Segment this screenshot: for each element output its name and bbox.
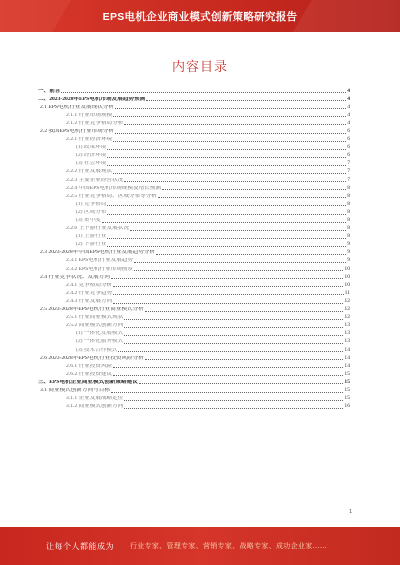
toc-entry[interactable] [38, 183, 350, 191]
toc-entry[interactable] [38, 337, 350, 345]
toc-entry[interactable] [38, 361, 350, 369]
toc-entry-label: 2.2.1 行业经济环境 [66, 137, 113, 143]
toc-entry-page: 10 [344, 265, 350, 272]
toc-entry-label: (1) 一体化发展模式 [76, 331, 124, 337]
toc-dot-leader [113, 294, 343, 295]
toc-entry-page: 8 [347, 217, 350, 223]
toc-entry-label: 3.1.1 企业发展战略定位 [66, 396, 124, 402]
toc-entry[interactable] [38, 207, 350, 215]
toc-dot-leader [124, 319, 343, 320]
toc-entry-page: 7 [347, 176, 350, 183]
toc-entry[interactable] [38, 248, 350, 256]
toc-entry-label: (1) 政策环境 [76, 145, 107, 151]
toc-entry[interactable] [38, 167, 350, 175]
toc-entry-label: 2.5.2 商业模式创新方向 [66, 323, 124, 329]
toc-entry-page: 13 [344, 322, 350, 329]
toc-entry[interactable] [38, 280, 350, 288]
toc-entry-label: 2.3.2 EPS电机行业市场前景 [66, 266, 133, 272]
toc-entry-label: 2.6.1 行业投资风险 [66, 363, 113, 369]
toc-dot-leader [156, 254, 346, 255]
toc-entry-label: 2.4.2 行业竞争趋势 [66, 290, 113, 296]
toc-entry-page: 15 [344, 370, 350, 377]
toc-entry-label: 2.1.1 行业市场规模 [66, 112, 113, 118]
toc-entry-label: 2.2.3 主要企业经营状况 [66, 177, 124, 183]
toc-entry[interactable] [38, 402, 350, 410]
toc-dot-leader [134, 262, 346, 263]
toc-entry-page: 15 [344, 395, 350, 402]
toc-entry-label: 三、EPS电机企业商业模式创新策略建议 [38, 379, 138, 385]
toc-entry-page: 8 [347, 200, 350, 207]
toc-entry-label: 2.5.1 行业商业模式现状 [66, 315, 124, 321]
toc-entry[interactable] [38, 159, 350, 167]
toc-dot-leader [124, 343, 343, 344]
toc-entry-label: 2.1.2 行业竞争格局分析 [66, 120, 124, 126]
toc-entry-page: 7 [347, 168, 350, 175]
toc-entry-label: (3) 技术合作模式 [76, 347, 118, 353]
toc-entry[interactable] [38, 232, 350, 240]
toc-dot-leader [118, 351, 343, 352]
toc-dot-leader [124, 335, 343, 336]
toc-dot-leader [113, 375, 343, 376]
toc-entry-label: 2.4.3 行业发展方向 [66, 298, 113, 304]
toc-entry-page: 11 [344, 289, 350, 296]
toc-dot-leader [115, 108, 346, 109]
toc-entry[interactable] [38, 191, 350, 199]
toc-entry[interactable] [38, 264, 350, 272]
toc-dot-leader [146, 100, 346, 101]
toc-entry-page: 12 [344, 306, 350, 313]
toc-dot-leader [111, 392, 343, 393]
toc-entry-page: 6 [347, 144, 350, 151]
toc-entry-label: 2.4.1 竞争格局分析 [66, 282, 113, 288]
toc-entry-page: 9 [347, 257, 350, 264]
toc-dot-leader [113, 116, 346, 117]
toc-entry[interactable] [38, 86, 350, 94]
toc-dot-leader [107, 165, 346, 166]
toc-entry-label: 3.1.2 商业模式创新方向 [66, 404, 124, 410]
footer-banner [0, 527, 400, 565]
toc-entry-page: 4 [347, 111, 350, 118]
toc-entry-label: 二、2023-2028年EPS电机市场发展趋势预测 [38, 96, 146, 102]
toc-entry[interactable] [38, 126, 350, 134]
toc-entry-page: 8 [347, 208, 350, 215]
toc-entry-label: 2.3 2023-2028年中国EPS电机行业发展趋势分析 [40, 250, 155, 256]
toc-dot-leader [124, 327, 343, 328]
toc-entry-label: (1) 上游行业 [76, 234, 107, 240]
toc-entry[interactable] [38, 199, 350, 207]
toc-entry[interactable] [38, 288, 350, 296]
toc-entry-label: 2.2.2 行业发展现状 [66, 169, 113, 175]
toc-entry-page: 7 [347, 160, 350, 167]
table-of-contents [38, 86, 350, 410]
toc-entry[interactable] [38, 118, 350, 126]
toc-entry-label: 2.4 行业竞争状况、发展方向 [40, 274, 110, 280]
toc-entry[interactable] [38, 175, 350, 183]
toc-entry-label: 2.2 我国EPS电机行业市场分析 [40, 128, 114, 134]
toc-dot-leader [158, 197, 346, 198]
toc-dot-leader [162, 189, 346, 190]
toc-heading: 内容目录 [171, 60, 228, 75]
toc-entry-label: 2.2.4 中国EPS电机市场规模及增长预测 [66, 185, 161, 191]
toc-entry[interactable] [38, 102, 350, 110]
toc-entry-page: 8 [347, 184, 350, 191]
toc-entry[interactable] [38, 110, 350, 118]
toc-dot-leader [111, 278, 343, 279]
toc-entry[interactable] [38, 94, 350, 102]
toc-dot-leader [107, 157, 346, 158]
toc-entry-page: 13 [344, 330, 350, 337]
toc-entry-page: 10 [344, 273, 350, 280]
toc-entry[interactable] [38, 224, 350, 232]
toc-dot-leader [113, 141, 346, 142]
toc-dot-leader [115, 133, 346, 134]
toc-dot-leader [113, 367, 343, 368]
toc-entry-page: 8 [347, 225, 350, 232]
toc-entry[interactable] [38, 272, 350, 280]
toc-entry-label: 2.3.1 EPS电机行业发展趋势 [66, 258, 133, 264]
toc-entry-page: 4 [347, 87, 350, 94]
toc-dot-leader [124, 408, 343, 409]
toc-entry-page: 6 [347, 152, 350, 159]
toc-entry-label: 2.1 EPS电机行业发展现状分析 [40, 104, 114, 110]
toc-entry-page: 4 [347, 119, 350, 126]
footer-slogan-right: 行业专家、管理专家、营销专家、战略专家、成功企业家…… [130, 542, 328, 550]
toc-dot-leader [113, 303, 343, 304]
toc-entry[interactable] [38, 256, 350, 264]
toc-dot-leader [145, 311, 344, 312]
toc-entry-label: (3) 社会环境 [76, 161, 107, 167]
toc-dot-leader [139, 383, 344, 384]
toc-entry[interactable] [38, 151, 350, 159]
toc-entry-page: 12 [344, 297, 350, 304]
toc-entry-page: 6 [347, 127, 350, 134]
toc-entry[interactable] [38, 143, 350, 151]
toc-entry-page: 14 [344, 362, 350, 369]
toc-entry-page: 8 [347, 233, 350, 240]
toc-dot-leader [107, 205, 346, 206]
toc-dot-leader [134, 270, 343, 271]
toc-dot-leader [107, 214, 346, 215]
toc-dot-leader [107, 149, 346, 150]
toc-entry[interactable] [38, 394, 350, 402]
toc-entry-label: 3.1 商业模式创新方向与目标 [40, 387, 110, 393]
toc-entry-page: 15 [344, 378, 350, 385]
toc-entry-label: 2.2.6 上下游行业发展状况 [66, 226, 129, 232]
toc-entry-page: 4 [347, 95, 350, 102]
toc-entry[interactable] [38, 313, 350, 321]
toc-entry-page: 14 [344, 346, 350, 353]
toc-entry[interactable] [38, 296, 350, 304]
toc-entry[interactable] [38, 240, 350, 248]
toc-entry[interactable] [38, 329, 350, 337]
toc-entry-label: (1) 竞争格局 [76, 201, 107, 207]
toc-entry-label: 2.6.2 行业投资建议 [66, 371, 113, 377]
toc-dot-leader [113, 286, 343, 287]
toc-entry-label: (2) 区域分布 [76, 209, 107, 215]
toc-entry[interactable] [38, 345, 350, 353]
toc-entry-page: 6 [347, 136, 350, 143]
toc-entry-page: 8 [347, 192, 350, 199]
toc-dot-leader [107, 246, 346, 247]
toc-entry-page: 13 [344, 338, 350, 345]
toc-dot-leader [145, 359, 344, 360]
toc-entry-page: 4 [347, 103, 350, 110]
toc-entry[interactable] [38, 135, 350, 143]
toc-entry[interactable] [38, 369, 350, 377]
toc-entry-page: 15 [344, 386, 350, 393]
toc-entry-label: 2.6 2023-2028年EPS电机行业投资风险分析 [40, 355, 144, 361]
toc-entry[interactable] [38, 321, 350, 329]
toc-entry[interactable] [38, 385, 350, 393]
footer-slogan-left: 让每个人都能成为 [46, 542, 114, 551]
toc-entry[interactable] [38, 377, 350, 385]
toc-entry-label: (2) 下游行业 [76, 242, 107, 248]
toc-entry-label: 一、前言 [38, 88, 61, 94]
toc-entry-label: 2.2.5 行业竞争格局、区域分布等分析 [66, 193, 157, 199]
report-header-banner [0, 0, 400, 32]
toc-entry[interactable] [38, 305, 350, 313]
toc-entry-label: 2.5 2023-2028年EPS电机行业商业模式分析 [40, 307, 144, 313]
toc-entry[interactable] [38, 216, 350, 224]
toc-dot-leader [124, 400, 343, 401]
toc-dot-leader [124, 181, 346, 182]
toc-dot-leader [130, 230, 346, 231]
report-title: EPS电机企业商业模式创新策略研究报告 [102, 11, 298, 23]
toc-dot-leader [61, 92, 346, 93]
toc-entry-page: 16 [344, 403, 350, 410]
toc-entry-label: (2) 一体化服务模式 [76, 339, 124, 345]
toc-entry-page: 9 [347, 249, 350, 256]
toc-dot-leader [124, 124, 346, 125]
toc-entry[interactable] [38, 353, 350, 361]
toc-entry-label: (2) 经济环境 [76, 153, 107, 159]
toc-dot-leader [102, 222, 347, 223]
toc-dot-leader [107, 238, 346, 239]
toc-dot-leader [113, 173, 346, 174]
toc-entry-label: (3) 集中度 [76, 218, 101, 223]
toc-entry-page: 9 [347, 241, 350, 248]
toc-entry-page: 10 [344, 281, 350, 288]
page-number: 1 [349, 509, 352, 515]
toc-entry-page: 12 [344, 314, 350, 321]
toc-entry-page: 14 [344, 354, 350, 361]
